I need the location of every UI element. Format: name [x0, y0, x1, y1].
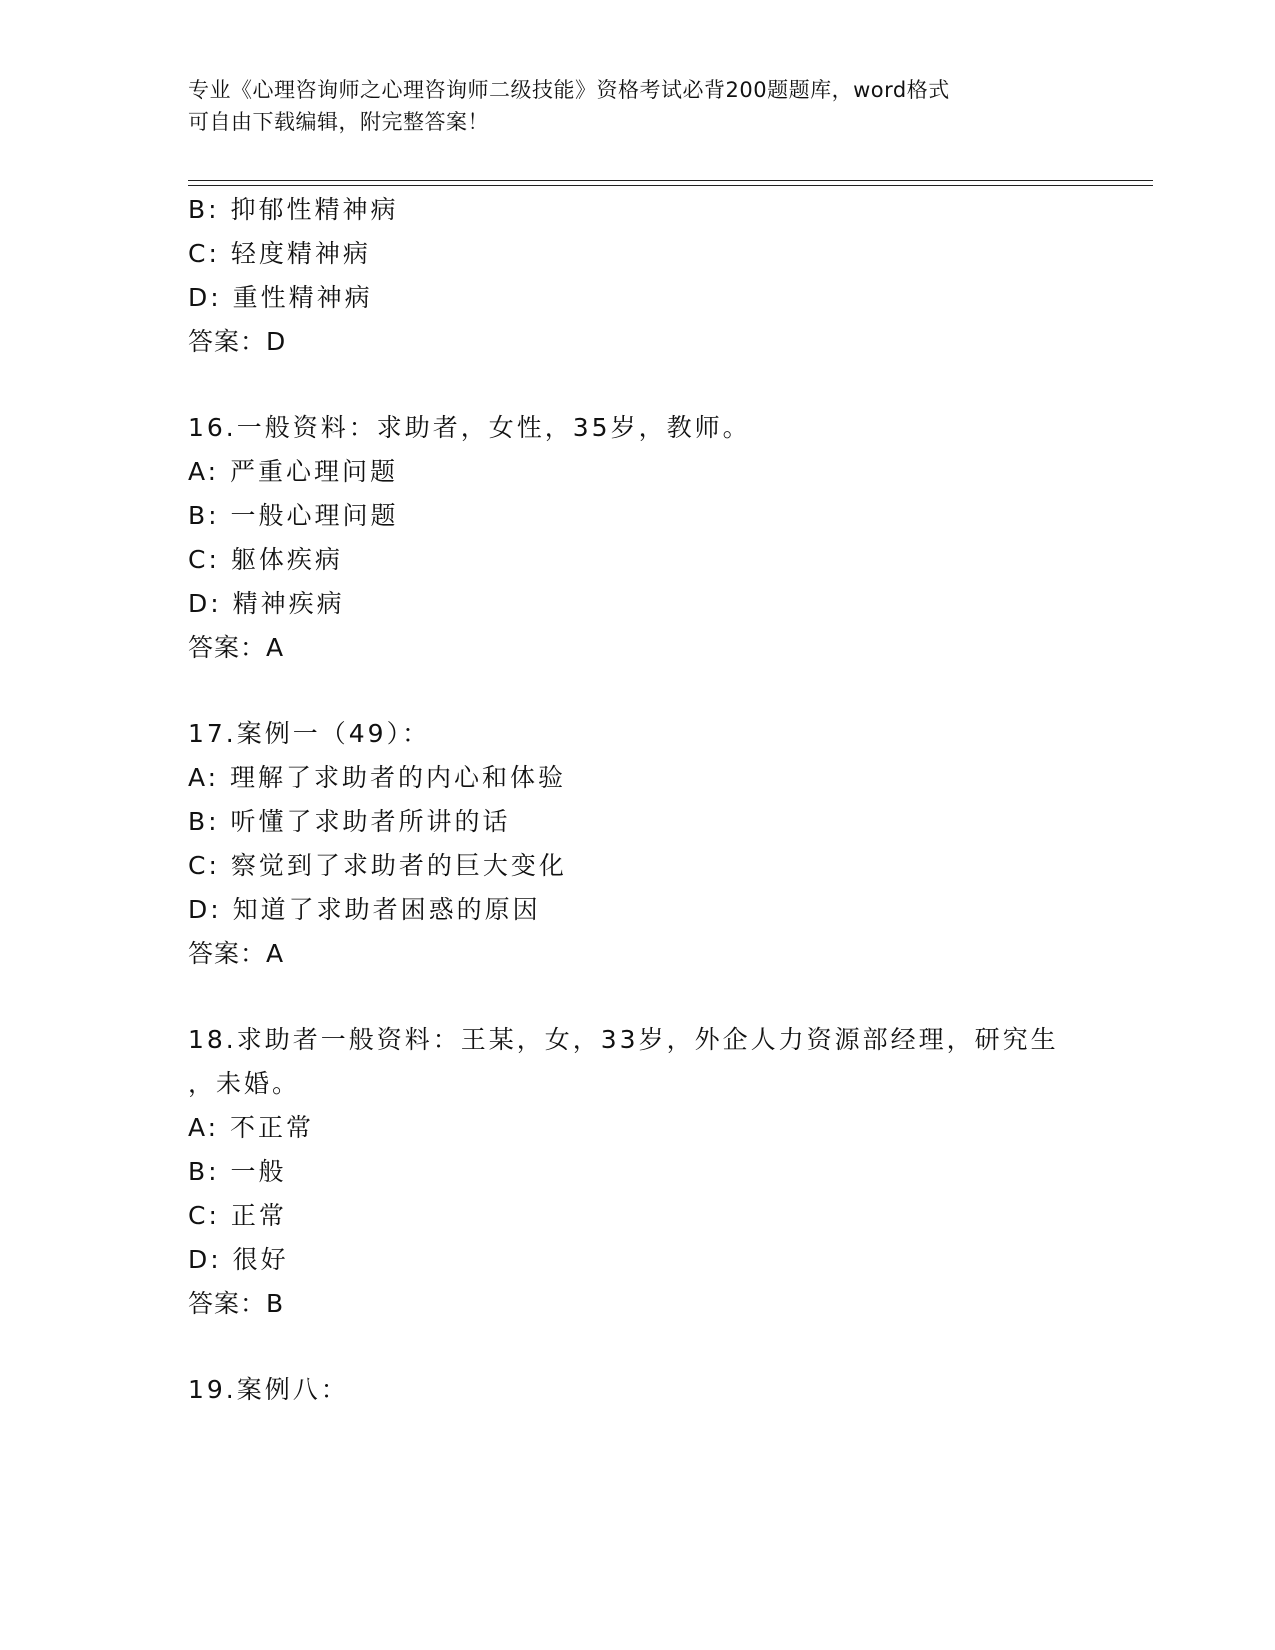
q15-option-b: B: 抑郁性精神病 — [188, 195, 399, 224]
q18-option-b: B: 一般 — [188, 1157, 287, 1186]
header-line-1: 专业《心理咨询师之心理咨询师二级技能》资格考试必背200题题库，word格式 — [188, 78, 950, 102]
q16-option-c: C: 躯体疾病 — [188, 545, 343, 574]
q18-option-a: A: 不正常 — [188, 1113, 315, 1142]
q16-answer: 答案：A — [188, 633, 285, 662]
header-divider-top — [188, 180, 1153, 181]
q18-stem-line-2: ，未婚。 — [188, 1069, 301, 1098]
q18-answer: 答案：B — [188, 1289, 285, 1318]
header-divider-bottom — [188, 185, 1153, 186]
q16-option-d: D: 精神疾病 — [188, 589, 345, 618]
q16-option-b: B: 一般心理问题 — [188, 501, 399, 530]
q18-option-d: D: 很好 — [188, 1245, 289, 1274]
header-line-2: 可自由下载编辑，附完整答案！ — [188, 110, 489, 134]
q19-stem: 19.案例八： — [188, 1375, 349, 1404]
q17-option-d: D: 知道了求助者困惑的原因 — [188, 895, 541, 924]
q17-answer: 答案：A — [188, 939, 285, 968]
q17-stem: 17.案例一（49）： — [188, 719, 431, 748]
q17-option-c: C: 察觉到了求助者的巨大变化 — [188, 851, 567, 880]
q18-stem-line-1: 18.求助者一般资料：王某，女，33岁，外企人力资源部经理，研究生 — [188, 1025, 1059, 1054]
q15-option-c: C: 轻度精神病 — [188, 239, 371, 268]
q16-option-a: A: 严重心理问题 — [188, 457, 399, 486]
q18-option-c: C: 正常 — [188, 1201, 287, 1230]
q15-answer: 答案：D — [188, 327, 287, 356]
q17-option-b: B: 听懂了求助者所讲的话 — [188, 807, 511, 836]
q17-option-a: A: 理解了求助者的内心和体验 — [188, 763, 567, 792]
document-header — [188, 74, 1088, 138]
q15-option-d: D: 重性精神病 — [188, 283, 373, 312]
q16-stem: 16.一般资料：求助者，女性，35岁，教师。 — [188, 413, 751, 442]
